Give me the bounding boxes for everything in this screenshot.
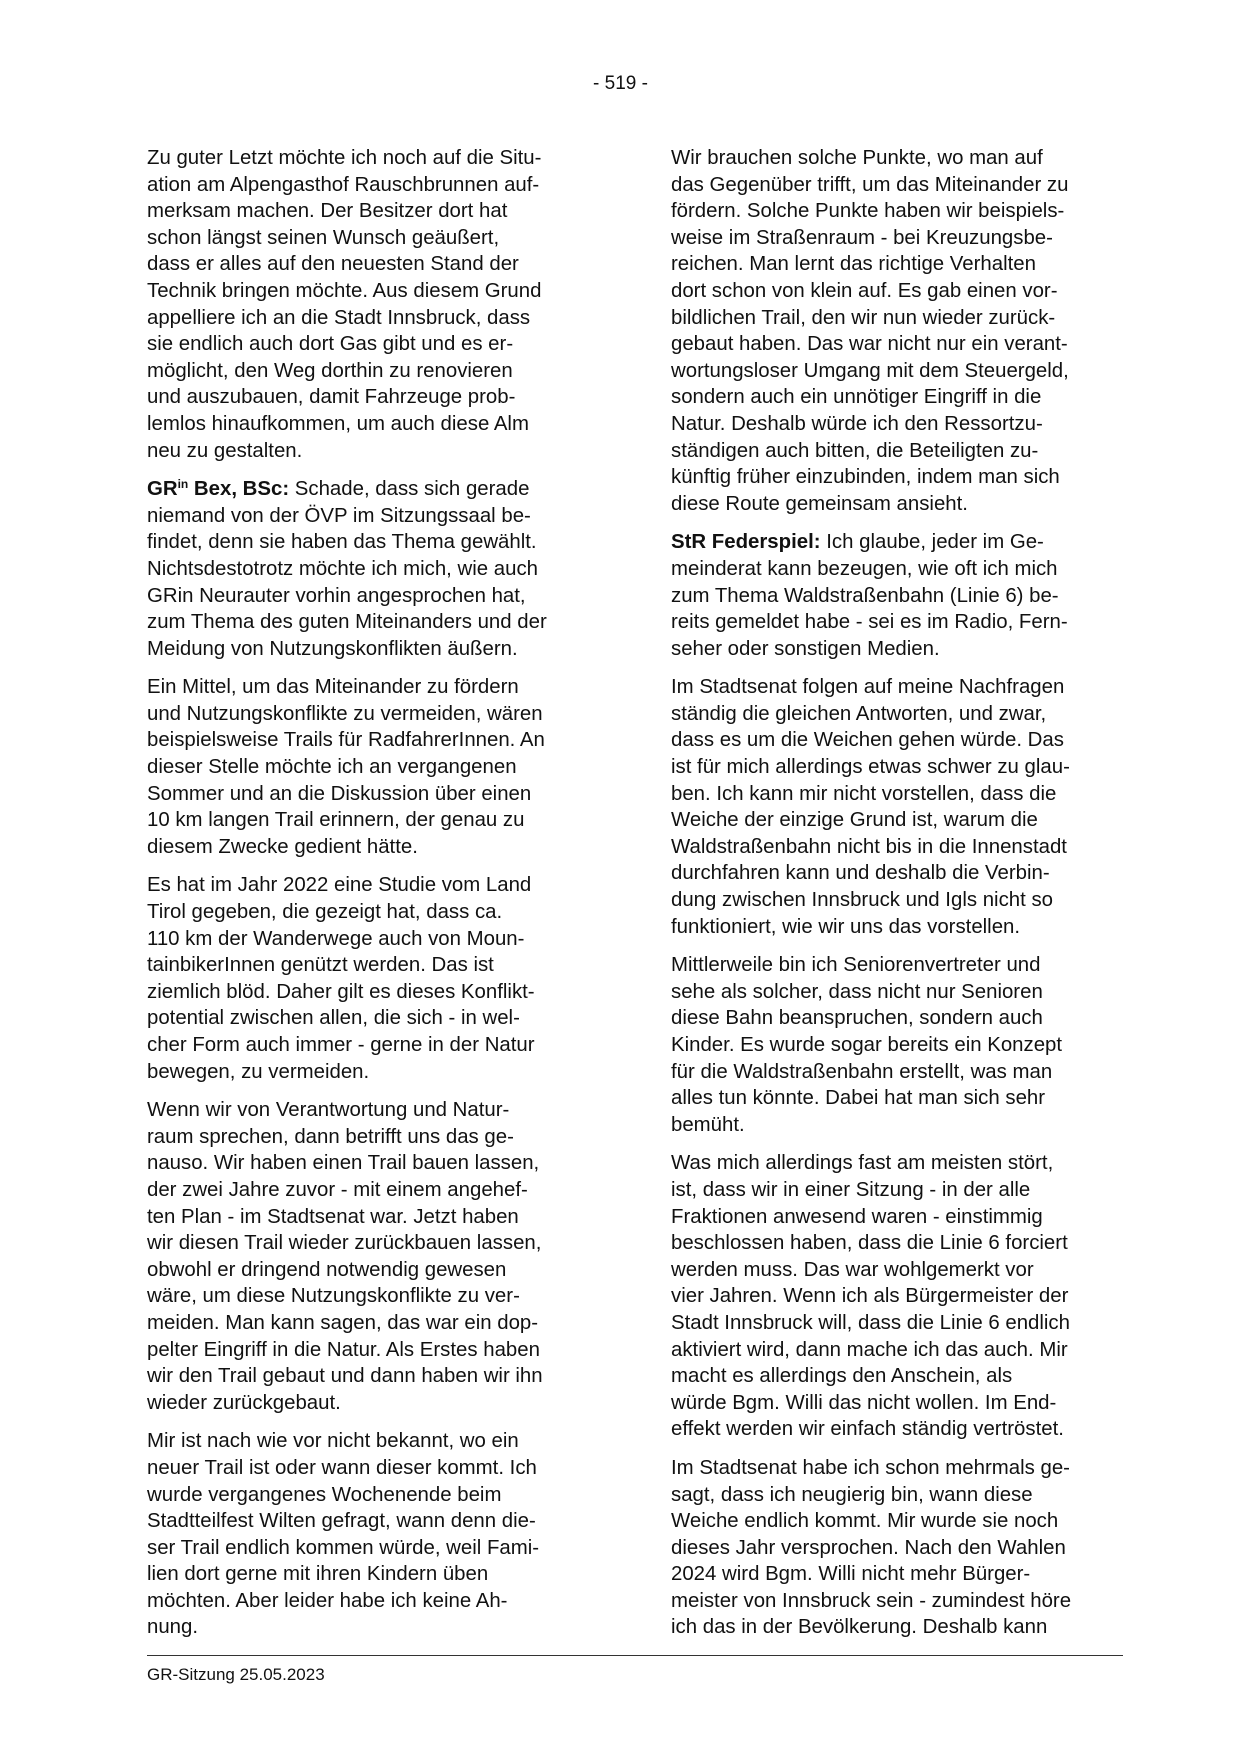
paragraph: Ein Mittel, um das Miteinander zu fördern und Nutzungskonflikte zu vermeiden, wären beispielsweise Trails für RadfahrerInnen. An dieser Stelle möchte ich an vergangenen Sommer und an die Diskussion über einen 10 km langen Trail erinnern, der genau zu diesem Zwecke gedient hätte. — [147, 676, 545, 858]
footer-divider — [147, 1655, 1123, 1656]
paragraph: Es hat im Jahr 2022 eine Studie vom Land Tirol gegeben, die gezeigt hat, dass ca. 110 km der Wanderwege auch von Moun- tainbikerInnen genützt werden. Das ist ziemlich blöd. Daher gilt es dieses Konflikt- potential zwischen allen, die sich - in wel- cher Form auch immer - gerne in der Natur bewegen, zu vermeiden. — [147, 874, 535, 1083]
paragraph: Zu guter Letzt möchte ich noch auf die Situ- ation am Alpengasthof Rauschbrunnen auf- merksam machen. Der Besitzer dort hat schon längst seinen Wunsch geäußert, dass er alles auf den neuesten Stand der Technik bringen möchte. Aus diesem Grund appelliere ich an die Stadt Innsbruck, dass sie endlich auch dort Gas gibt und es er- möglicht, den Weg dorthin zu renovieren und auszubauen, damit Fahrzeuge prob- lemlos hinaufkommen, um auch diese Alm neu zu gestalten. — [147, 147, 542, 462]
paragraph: StR Federspiel: Ich glaube, jeder im Ge- meinderat kann bezeugen, wie oft ich mich zum Thema Waldstraßenbahn (Linie 6) be- reits gemeldet habe - sei es im Radio, Fern- seher oder sonstigen Medien. — [671, 531, 1068, 660]
paragraph: Im Stadtsenat habe ich schon mehrmals ge- sagt, dass ich neugierig bin, wann diese Weiche endlich kommt. Mir wurde sie noch dieses Jahr versprochen. Nach den Wahlen 2024 wird Bgm. Willi nicht mehr Bürger- meister von Innsbruck sein - zumindest höre ich das in der Bevölkerung. Deshalb kann — [671, 1456, 1072, 1639]
page-number: - 519 - — [593, 73, 648, 94]
paragraph: Was mich allerdings fast am meisten stört, ist, dass wir in einer Sitzung - in der alle Fraktionen anwesend waren - einstimmig beschlossen haben, dass die Linie 6 forciert werden muss. Das war wohlgemerkt vor vier Jahren. Wenn ich als Bürgermeister der Stadt Innsbruck will, dass die Linie 6 endlich aktiviert wird, dann mache ich das auch. Mir macht es allerdings den Anschein, als würde Bgm. Willi das nicht wollen. Im End- effekt werden wir einfach ständig vertröstet. — [671, 1152, 1070, 1441]
paragraph: Wir brauchen solche Punkte, wo man auf das Gegenüber trifft, um das Miteinander zu fördern. Solche Punkte haben wir beispiels- weise im Straßenraum - bei Kreuzungsbe- reichen. Man lernt das richtige Verhalten dort schon von klein auf. Es gab einen vor- bildlichen Trail, den wir nun wieder zurück- gebaut haben. Das war nicht nur ein verant- wortungsloser Umgang mit dem Steuergeld, sondern auch ein unnötiger Eingriff in die Natur. Deshalb würde ich den Ressortzu- ständigen auch bitten, die Beteiligten zu- künftig früher einzubinden, indem man sich diese Route gemeinsam ansieht. — [671, 147, 1069, 515]
footer-session-date: GR-Sitzung 25.05.2023 — [147, 1665, 325, 1684]
speaker-label: $GR^{in}$ Bex, BSc: — [147, 476, 290, 501]
paragraph: Mittlerweile bin ich Seniorenvertreter und sehe als solcher, dass nicht nur Senioren diese Bahn beanspruchen, sondern auch Kinder. Es wurde sogar bereits ein Konzept für die Waldstraßenbahn erstellt, was man alles tun könnte. Dabei hat man sich sehr bemüht. — [671, 954, 1063, 1136]
right-column — [671, 145, 1123, 1653]
paragraph: $GR^{in}$ Bex, BSc: Schade, dass sich gerade niemand von der ÖVP im Sitzungssaal be- findet, denn sie haben das Thema gewählt. Nichtsdestotrotz möchte ich mich, wie auch GRin Neurauter vorhin angesprochen hat, zum Thema des guten Miteinanders und der Meidung von Nutzungskonflikten äußern. — [147, 476, 547, 660]
left-column — [147, 145, 595, 1653]
paragraph: Mir ist nach wie vor nicht bekannt, wo ein neuer Trail ist oder wann dieser kommt. Ich wurde vergangenes Wochenende beim Stadtteilfest Wilten gefragt, wann denn die- ser Trail endlich kommen würde, weil Fami- lien dort gerne mit ihren Kindern üben möchten. Aber leider habe ich keine Ah- nung. — [147, 1430, 540, 1639]
paragraph: Im Stadtsenat folgen auf meine Nachfragen ständig die gleichen Antworten, und zwar, dass es um die Weichen gehen würde. Das ist für mich allerdings etwas schwer zu glau- ben. Ich kann mir nicht vorstellen, dass die Weiche der einzige Grund ist, warum die Waldstraßenbahn nicht bis in die Innenstadt durchfahren kann und deshalb die Verbin- dung zwischen Innsbruck und Igls nicht so funktioniert, wie wir uns das vorstellen. — [671, 676, 1070, 938]
speaker-label: StR Federspiel: — [671, 531, 821, 554]
paragraph: Wenn wir von Verantwortung und Natur- raum sprechen, dann betrifft uns das ge- nauso. Wir haben einen Trail bauen lassen, der zwei Jahre zuvor - mit einem angehef- ten Plan - im Stadtsenat war. Jetzt haben wir diesen Trail wieder zurückbauen lassen, obwohl er dringend notwendig gewesen wäre, um diese Nutzungskonflikte zu ver- meiden. Man kann sagen, das war ein dop- pelter Eingriff in die Natur. Als Erstes haben wir den Trail gebaut und dann haben wir ihn wieder zurückgebaut. — [147, 1099, 543, 1414]
